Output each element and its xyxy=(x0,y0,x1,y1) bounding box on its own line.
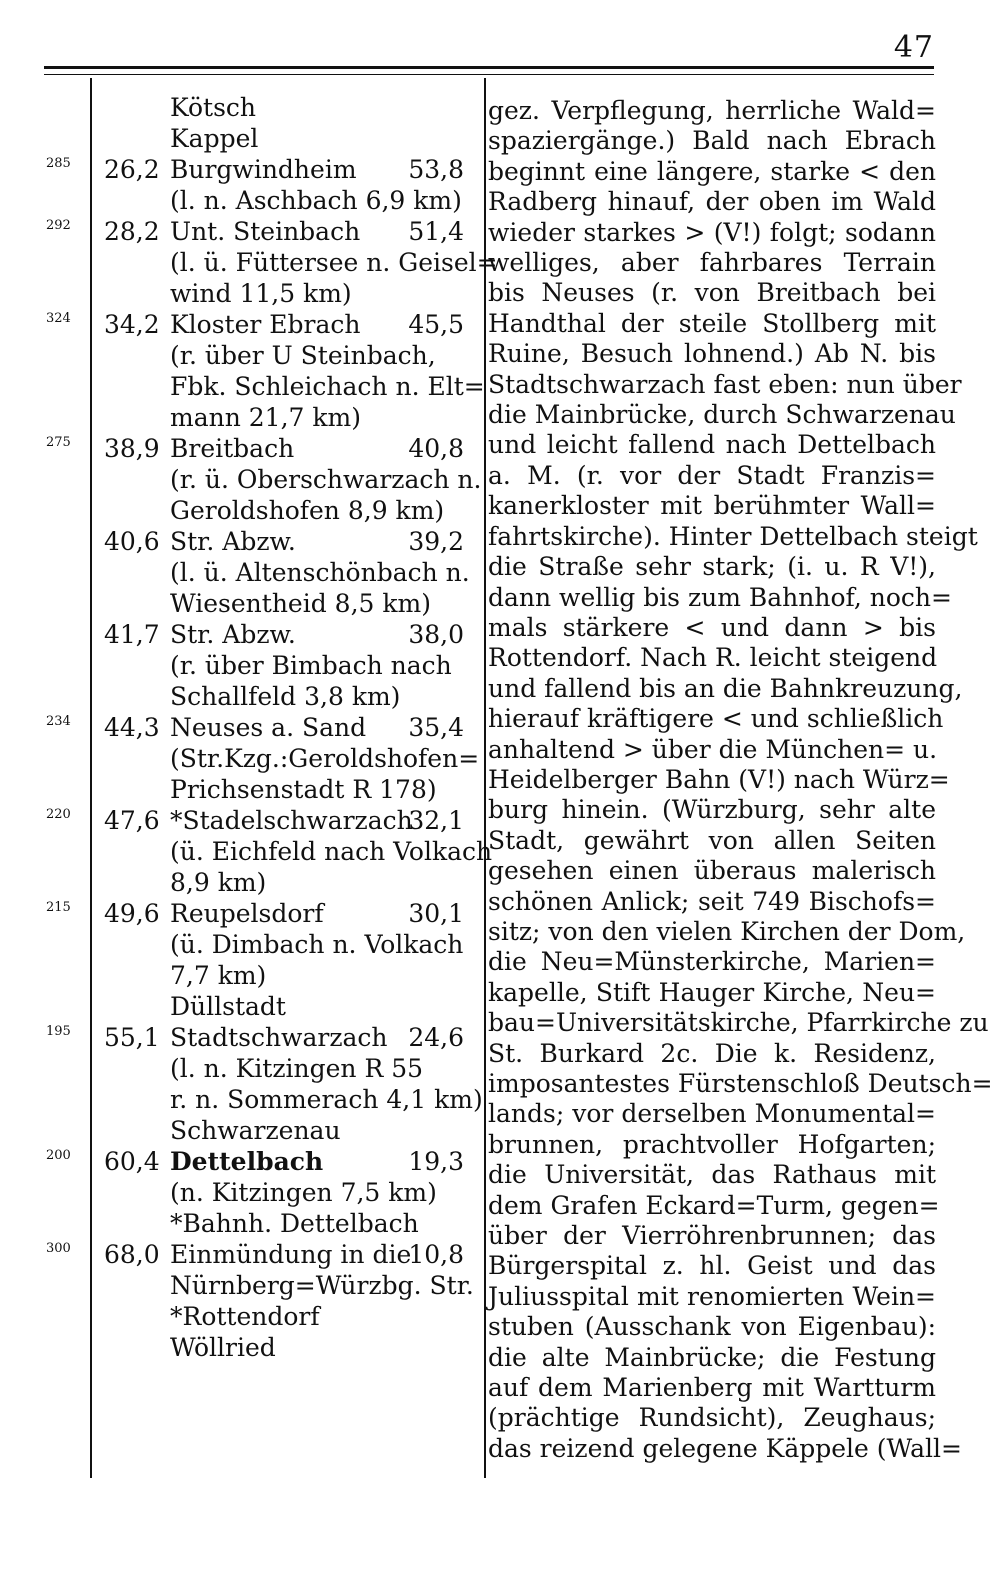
route-row xyxy=(0,681,484,712)
place-name: (l. n. Aschbach 6,9 km) xyxy=(170,186,462,215)
place-name: Schwarzenau xyxy=(170,1116,341,1145)
route-row xyxy=(0,743,484,774)
altitude-label: 200 xyxy=(46,1148,71,1163)
route-row xyxy=(0,123,484,154)
route-description xyxy=(488,96,993,1464)
route-row xyxy=(0,1332,484,1363)
place-name: Nürnberg=Würzbg. Str. xyxy=(170,1271,474,1300)
description-line: Stadt, gewährt von allen Seiten xyxy=(488,825,936,855)
distance-from-start: 41,7 xyxy=(104,620,160,649)
route-row xyxy=(0,712,484,743)
route-row xyxy=(0,216,484,247)
description-line: hierauf kräftigere < und schließlich xyxy=(488,704,944,734)
description-line: die Straße sehr stark; (i. u. R V!), xyxy=(488,552,936,582)
altitude-label: 285 xyxy=(46,156,71,171)
place-name: (l. ü. Altenschönbach n. xyxy=(170,558,470,587)
route-row xyxy=(0,371,484,402)
distance-from-start: 28,2 xyxy=(104,217,160,246)
distance-remaining: 10,8 xyxy=(408,1240,464,1269)
distance-from-start: 55,1 xyxy=(104,1023,160,1052)
description-line: a. M. (r. vor der Stadt Franzis= xyxy=(488,460,936,490)
route-row xyxy=(0,92,484,123)
description-line: die alte Mainbrücke; die Festung xyxy=(488,1342,936,1372)
distance-remaining: 30,1 xyxy=(408,899,464,928)
route-row xyxy=(0,247,498,278)
distance-remaining: 38,0 xyxy=(408,620,464,649)
description-line: dann wellig bis zum Bahnhof, noch= xyxy=(488,582,952,612)
route-row xyxy=(0,805,484,836)
description-line: lands; vor derselben Monumental= xyxy=(488,1099,936,1129)
place-name: Fbk. Schleichach n. Elt= xyxy=(170,372,485,401)
place-name: (l. ü. Füttersee n. Geisel= xyxy=(170,248,498,277)
place-name: 8,9 km) xyxy=(170,868,267,897)
description-line: bis Neuses (r. von Breitbach bei xyxy=(488,278,936,308)
place-name: Wöllried xyxy=(170,1333,276,1362)
place-name: (ü. Eichfeld nach Volkach xyxy=(170,837,493,866)
description-line: mals stärkere < und dann > bis xyxy=(488,612,936,642)
route-row xyxy=(0,340,484,371)
place-name: 7,7 km) xyxy=(170,961,267,990)
place-name: Breitbach xyxy=(170,434,295,463)
place-name: *Rottendorf xyxy=(170,1302,320,1331)
altitude-label: 220 xyxy=(46,807,71,822)
description-line: sitz; von den vielen Kirchen der Dom, xyxy=(488,916,966,946)
distance-remaining: 24,6 xyxy=(408,1023,464,1052)
description-line: auf dem Marienberg mit Wartturm xyxy=(488,1373,936,1403)
header-rule-thin xyxy=(44,74,934,75)
place-name: *Bahnh. Dettelbach xyxy=(170,1209,419,1238)
altitude-label: 324 xyxy=(46,311,71,326)
description-line: spaziergänge.) Bald nach Ebrach xyxy=(488,126,936,156)
description-line: imposantestes Fürstenschloß Deutsch= xyxy=(488,1069,993,1098)
distance-remaining: 45,5 xyxy=(408,310,464,339)
distance-from-start: 47,6 xyxy=(104,806,160,835)
route-row xyxy=(0,557,484,588)
route-row xyxy=(0,1270,484,1301)
route-row xyxy=(0,185,484,216)
description-line: kanerkloster mit berühmter Wall= xyxy=(488,491,936,521)
route-row xyxy=(0,1208,484,1239)
place-name: Unt. Steinbach xyxy=(170,217,361,246)
route-table xyxy=(0,92,498,1363)
description-line: Heidelberger Bahn (V!) nach Würz= xyxy=(488,764,950,794)
distance-from-start: 38,9 xyxy=(104,434,160,463)
route-row xyxy=(0,464,484,495)
place-name: r. n. Sommerach 4,1 km) xyxy=(170,1085,483,1114)
distance-remaining: 35,4 xyxy=(408,713,464,742)
route-row xyxy=(0,278,484,309)
place-name: (r. über Bimbach nach xyxy=(170,651,452,680)
route-row xyxy=(0,495,484,526)
route-row xyxy=(0,898,484,929)
description-line: brunnen, prachtvoller Hofgarten; xyxy=(488,1129,936,1159)
distance-remaining: 32,1 xyxy=(408,806,464,835)
description-line: bau=Universitätskirche, Pfarrkirche zu xyxy=(488,1008,989,1038)
description-line: welliges, aber fahrbares Terrain xyxy=(488,248,936,278)
header-rule xyxy=(44,66,934,69)
distance-from-start: 60,4 xyxy=(104,1147,160,1176)
place-name: Geroldshofen 8,9 km) xyxy=(170,496,445,525)
route-row xyxy=(0,154,484,185)
place-name: Kloster Ebrach xyxy=(170,310,361,339)
description-line: und leicht fallend nach Dettelbach xyxy=(488,430,936,460)
route-row xyxy=(0,650,484,681)
route-row xyxy=(0,1239,484,1270)
distance-from-start: 40,6 xyxy=(104,527,160,556)
altitude-label: 215 xyxy=(46,900,71,915)
place-name: (Str.Kzg.:Geroldshofen= xyxy=(170,744,480,773)
description-line: anhaltend > über die München= u. xyxy=(488,734,938,764)
description-line: die Mainbrücke, durch Schwarzenau xyxy=(488,400,956,430)
column-divider-middle xyxy=(484,78,486,1478)
route-row xyxy=(0,1053,484,1084)
place-name: Stadtschwarzach xyxy=(170,1023,388,1052)
route-row xyxy=(0,588,484,619)
page-number: 47 xyxy=(893,30,934,65)
place-name: (r. über U Steinbach, xyxy=(170,341,436,370)
place-name: Dettelbach xyxy=(170,1147,324,1176)
place-name: *Stadelschwarzach xyxy=(170,806,413,835)
description-line: kapelle, Stift Hauger Kirche, Neu= xyxy=(488,977,936,1007)
place-name: Str. Abzw. xyxy=(170,527,296,556)
route-row xyxy=(0,867,484,898)
description-line: schönen Anlick; seit 749 Bischofs= xyxy=(488,886,936,916)
description-line: die Neu=Münsterkirche, Marien= xyxy=(488,947,936,977)
description-line: die Universität, das Rathaus mit xyxy=(488,1160,936,1190)
place-name: Neuses a. Sand xyxy=(170,713,367,742)
place-name: (ü. Dimbach n. Volkach xyxy=(170,930,464,959)
altitude-label: 234 xyxy=(46,714,71,729)
description-line: (prächtige Rundsicht), Zeughaus; xyxy=(488,1403,936,1433)
place-name: mann 21,7 km) xyxy=(170,403,361,432)
route-row xyxy=(0,1146,484,1177)
description-line: fahrtskirche). Hinter Dettelbach steigt xyxy=(488,521,978,551)
distance-from-start: 68,0 xyxy=(104,1240,160,1269)
place-name: (n. Kitzingen 7,5 km) xyxy=(170,1178,437,1207)
distance-remaining: 51,4 xyxy=(408,217,464,246)
distance-remaining: 53,8 xyxy=(408,155,464,184)
place-name: Str. Abzw. xyxy=(170,620,296,649)
route-row xyxy=(0,929,484,960)
place-name: Einmündung in die xyxy=(170,1240,412,1269)
place-name: Reupelsdorf xyxy=(170,899,324,928)
route-row xyxy=(0,1022,484,1053)
altitude-label: 195 xyxy=(46,1024,71,1039)
distance-remaining: 19,3 xyxy=(408,1147,464,1176)
description-line: beginnt eine längere, starke < den xyxy=(488,156,936,186)
description-line: wieder starkes > (V!) folgt; sodann xyxy=(488,217,936,247)
place-name: Wiesentheid 8,5 km) xyxy=(170,589,431,618)
distance-remaining: 39,2 xyxy=(408,527,464,556)
place-name: Schallfeld 3,8 km) xyxy=(170,682,401,711)
route-row xyxy=(0,1301,484,1332)
description-line: Juliusspital mit renomierten Wein= xyxy=(488,1281,936,1311)
distance-from-start: 34,2 xyxy=(104,310,160,339)
route-row xyxy=(0,836,493,867)
route-row xyxy=(0,309,484,340)
description-line: über der Vierröhrenbrunnen; das xyxy=(488,1221,936,1251)
place-name: (l. n. Kitzingen R 55 xyxy=(170,1054,424,1083)
place-name: Burgwindheim xyxy=(170,155,357,184)
place-name: Kappel xyxy=(170,124,259,153)
altitude-label: 292 xyxy=(46,218,71,233)
description-line: St. Burkard 2c. Die k. Residenz, xyxy=(488,1038,936,1068)
route-row xyxy=(0,774,484,805)
place-name: wind 11,5 km) xyxy=(170,279,352,308)
place-name: (r. ü. Oberschwarzach n. xyxy=(170,465,482,494)
description-line: Stadtschwarzach fast eben: nun über xyxy=(488,369,962,399)
distance-from-start: 49,6 xyxy=(104,899,160,928)
description-line: gesehen einen überaus malerisch xyxy=(488,856,936,886)
place-name: Prichsenstadt R 178) xyxy=(170,775,437,804)
distance-remaining: 40,8 xyxy=(408,434,464,463)
route-row xyxy=(0,433,484,464)
route-row xyxy=(0,960,484,991)
route-row xyxy=(0,1177,484,1208)
route-row xyxy=(0,991,484,1022)
place-name: Kötsch xyxy=(170,93,257,122)
route-row xyxy=(0,402,484,433)
route-row xyxy=(0,1084,484,1115)
description-line: gez. Verpflegung, herrliche Wald= xyxy=(488,96,936,125)
description-line: Bürgerspital z. hl. Geist und das xyxy=(488,1251,936,1281)
description-line: das reizend gelegene Käppele (Wall= xyxy=(488,1433,962,1463)
place-name: Düllstadt xyxy=(170,992,286,1021)
altitude-label: 300 xyxy=(46,1241,71,1256)
route-row xyxy=(0,1115,484,1146)
description-line: und fallend bis an die Bahnkreuzung, xyxy=(488,673,963,703)
distance-from-start: 26,2 xyxy=(104,155,160,184)
description-line: dem Grafen Eckard=Turm, gegen= xyxy=(488,1190,940,1220)
description-line: Radberg hinauf, der oben im Wald xyxy=(488,187,936,217)
route-row xyxy=(0,619,484,650)
route-row xyxy=(0,526,484,557)
description-line: Ruine, Besuch lohnend.) Ab N. bis xyxy=(488,339,936,369)
description-line: stuben (Ausschank von Eigenbau): xyxy=(488,1312,936,1342)
distance-from-start: 44,3 xyxy=(104,713,160,742)
description-line: Handthal der steile Stollberg mit xyxy=(488,308,936,338)
description-line: burg hinein. (Würzburg, sehr alte xyxy=(488,795,936,825)
description-line: Rottendorf. Nach R. leicht steigend xyxy=(488,643,938,673)
altitude-label: 275 xyxy=(46,435,71,450)
